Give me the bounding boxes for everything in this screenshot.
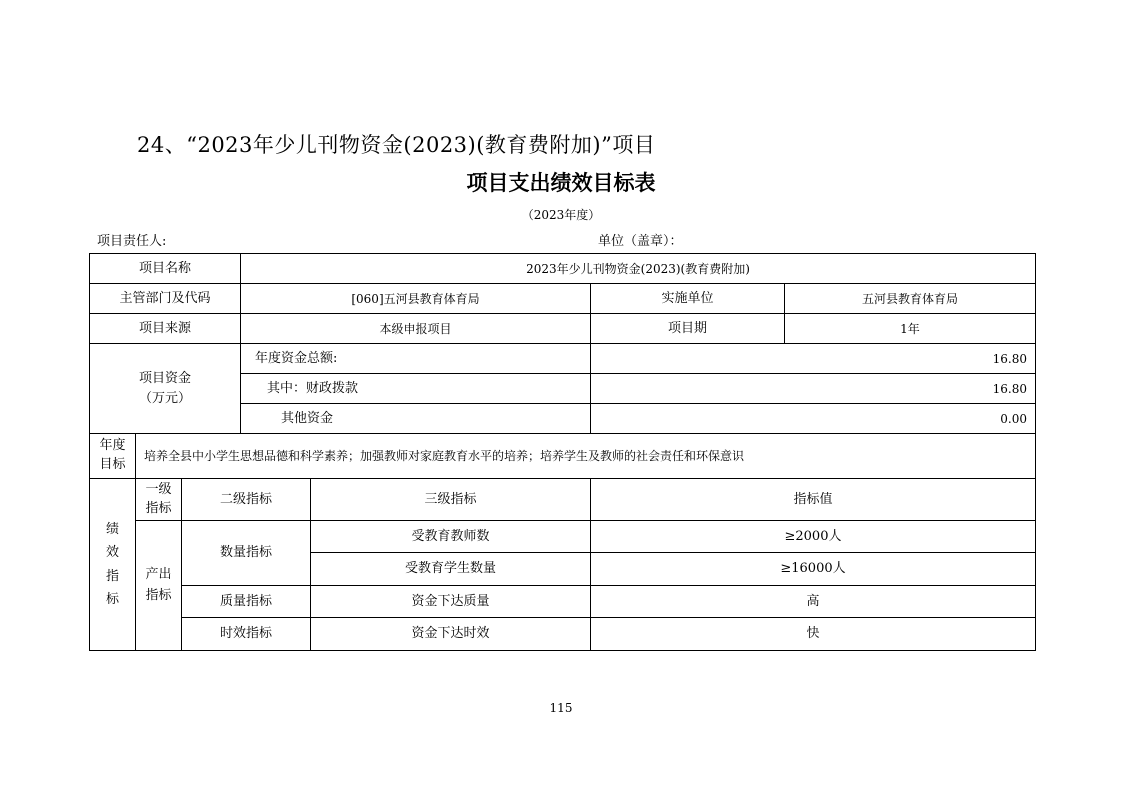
level3-indicator: 资金下达质量 — [311, 586, 591, 618]
other-funds-value: 0.00 — [591, 404, 1036, 434]
level2-header: 二级指标 — [182, 479, 311, 521]
annual-goal-label-line1: 年度 — [99, 438, 126, 454]
project-period-label: 项目期 — [591, 314, 785, 344]
annual-total-label: 年度资金总额: — [241, 344, 591, 374]
implementing-unit-value: 五河县教育体育局 — [785, 284, 1036, 314]
level2-quality: 质量指标 — [182, 586, 311, 618]
indicator-value: 快 — [591, 618, 1036, 651]
level1-output-line1: 产出 — [145, 566, 172, 582]
level1-output-indicator — [136, 521, 182, 651]
fiscal-allocation-value: 16.80 — [591, 374, 1036, 404]
department-label: 主管部门及代码 — [90, 284, 241, 314]
other-funds-label: 其他资金 — [241, 404, 591, 434]
annual-goal-text: 培养全县中小学生思想品德和科学素养；加强教师对家庭教育水平的培养；培养学生及教师的社会责任和环保意识 — [136, 434, 1036, 479]
project-name-label: 项目名称 — [90, 254, 241, 284]
table-row — [90, 586, 1036, 618]
annual-goal-label-line2: 目标 — [99, 457, 126, 472]
annual-goal-label — [90, 434, 136, 479]
row-source — [90, 314, 1036, 344]
row-funds-total — [90, 344, 1036, 374]
row-project-name — [90, 254, 1036, 284]
page-title: 项目支出绩效目标表 — [466, 171, 656, 195]
section-heading: 24、“2023年少儿刊物资金(2023)(教育费附加)”项目 — [137, 133, 656, 157]
unit-seal-label: 单位（盖章）： — [598, 234, 683, 249]
year-label: （2023年度） — [521, 208, 601, 222]
responsible-person-label: 项目责任人: — [97, 234, 167, 249]
indicator-value: ≥16000人 — [591, 553, 1036, 586]
level1-header — [136, 479, 182, 521]
project-funds-label-line2: （万元） — [138, 390, 191, 406]
fiscal-allocation-label: 其中：财政拨款 — [241, 374, 591, 404]
level1-header-line1: 一级 — [145, 481, 172, 497]
side-label-char-1: 绩 — [105, 521, 119, 537]
level1-header-line2: 指标 — [145, 500, 172, 516]
indicator-value: 高 — [591, 586, 1036, 618]
level3-header: 三级指标 — [311, 479, 591, 521]
table-row — [90, 521, 1036, 553]
row-department — [90, 284, 1036, 314]
indicator-value: ≥2000人 — [591, 521, 1036, 553]
project-name-value: 2023年少儿刊物资金(2023)(教育费附加) — [241, 254, 1036, 284]
annual-total-value: 16.80 — [591, 344, 1036, 374]
level2-quantity: 数量指标 — [182, 521, 311, 586]
project-funds-label — [90, 344, 241, 434]
performance-indicator-side-label — [90, 479, 136, 651]
department-value: [060]五河县教育体育局 — [241, 284, 591, 314]
row-annual-goal — [90, 434, 1036, 479]
level2-timeliness: 时效指标 — [182, 618, 311, 651]
project-source-value: 本级申报项目 — [241, 314, 591, 344]
project-period-value: 1年 — [785, 314, 1036, 344]
level3-indicator: 受教育学生数量 — [311, 553, 591, 586]
implementing-unit-label: 实施单位 — [591, 284, 785, 314]
level1-output-line2: 指标 — [145, 587, 172, 603]
side-label-char-3: 指 — [105, 568, 119, 584]
page-number: 115 — [549, 701, 573, 715]
level3-indicator: 资金下达时效 — [311, 618, 591, 651]
side-label-char-2: 效 — [105, 545, 119, 561]
project-source-label: 项目来源 — [90, 314, 241, 344]
indicator-value-header: 指标值 — [591, 479, 1036, 521]
table-row — [90, 618, 1036, 651]
row-indicator-header — [90, 479, 1036, 521]
performance-table — [89, 253, 1036, 651]
side-label-char-4: 标 — [105, 591, 119, 607]
project-funds-label-line1: 项目资金 — [138, 371, 191, 386]
level3-indicator: 受教育教师数 — [311, 521, 591, 553]
